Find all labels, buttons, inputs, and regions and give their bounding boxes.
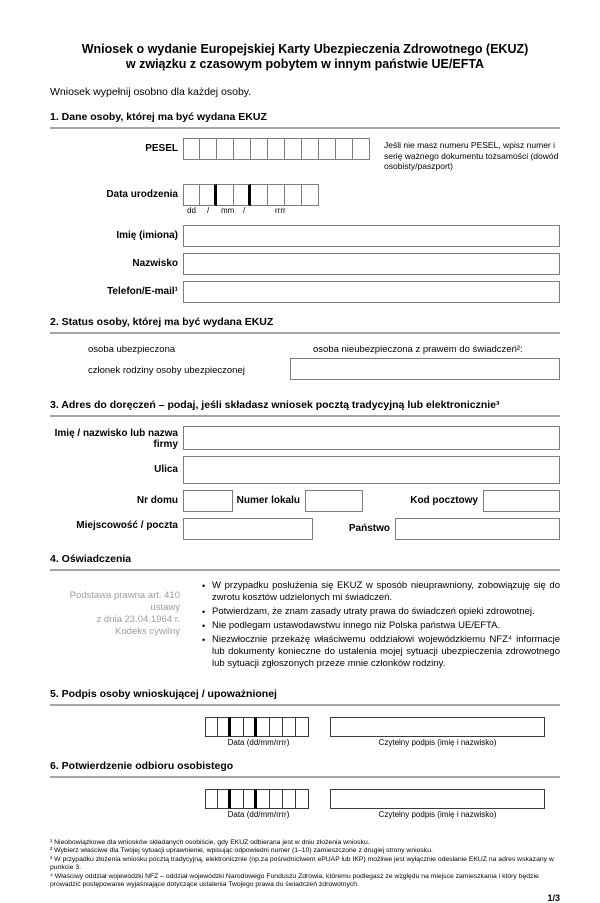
character-cell[interactable] — [270, 717, 283, 737]
house-apartment-postal-row — [50, 490, 560, 512]
city-country-row — [50, 518, 560, 540]
status-options-right — [290, 344, 560, 386]
applicant-date-block — [205, 717, 312, 747]
character-cell[interactable] — [302, 184, 319, 206]
character-cell[interactable] — [217, 184, 234, 206]
section6-rule — [50, 776, 560, 778]
street-field[interactable] — [183, 456, 560, 484]
receipt-signature-block — [330, 789, 545, 819]
receipt-signature-field[interactable] — [330, 789, 545, 809]
character-cell[interactable] — [283, 717, 296, 737]
firstname-field[interactable] — [183, 225, 560, 247]
page-number: 1/3 — [547, 893, 560, 903]
house-no-label: Nr domu — [136, 494, 178, 506]
receipt-date-block — [205, 789, 312, 819]
section5-heading: 5. Podpis osoby wnioskującej / upoważnionej — [50, 687, 277, 700]
statement-item — [202, 606, 560, 618]
section5-rule — [50, 704, 560, 706]
option-insured-label: osoba ubezpieczona — [88, 343, 176, 355]
pesel-label: PESEL — [145, 143, 178, 154]
pesel-input[interactable] — [183, 138, 370, 160]
country-label: Państwo — [348, 522, 390, 534]
character-cell[interactable] — [218, 789, 231, 809]
statement-text: Niezwłocznie przekażę właściwemu oddziałowi wojewódzkiemu NFZ⁴ informacje lub dokumenty konieczne do ustalenia mojej sytuacji ubezpieczenia zdrowotnego lub sytuacji zgłoszonych przeze mnie członków rodziny. — [212, 633, 560, 669]
house-no-field[interactable] — [183, 490, 233, 512]
character-cell[interactable] — [268, 184, 285, 206]
statement-item — [202, 620, 560, 632]
applicant-signature-field[interactable] — [330, 717, 545, 737]
birthdate-group — [183, 184, 319, 217]
form-title — [50, 42, 560, 72]
character-cell[interactable] — [231, 789, 244, 809]
character-cell[interactable] — [257, 789, 270, 809]
character-cell[interactable] — [218, 717, 231, 737]
birthdate-row — [50, 184, 560, 217]
receipt-signature-row — [50, 789, 560, 819]
apartment-label: Numer lokalu — [236, 494, 300, 506]
applicant-signature-row — [50, 717, 560, 747]
character-cell[interactable] — [251, 184, 268, 206]
format-slash1: / — [207, 205, 210, 215]
recipient-label: Imię / nazwisko lub nazwa firmy — [54, 427, 178, 450]
receipt-date-input[interactable] — [205, 789, 312, 809]
birthdate-format — [183, 206, 319, 217]
postal-code-field[interactable] — [483, 490, 560, 512]
section3-heading: 3. Adres do doręczeń – podaj, jeśli składasz wniosek pocztą tradycyjną lub elektronicznie³ — [50, 398, 500, 411]
character-cell[interactable] — [285, 138, 302, 160]
character-cell[interactable] — [283, 789, 296, 809]
statement-text: Potwierdzam, że znam zasady utraty prawa do świadczeń opieki zdrowotnej. — [212, 605, 535, 617]
firstname-label: Imię (imiona) — [116, 229, 178, 241]
section2-heading: 2. Status osoby, której ma być wydana EKUZ — [50, 315, 274, 328]
character-cell[interactable] — [268, 138, 285, 160]
country-field[interactable] — [395, 518, 560, 540]
character-cell[interactable] — [244, 717, 257, 737]
form-title-line2: w związku z czasowym pobytem w innym państwie UE/EFTA — [125, 57, 485, 71]
format-rrrr: rrrr — [275, 205, 286, 215]
character-cell[interactable] — [319, 138, 336, 160]
character-cell[interactable] — [270, 789, 283, 809]
applicant-signature-block — [330, 717, 545, 747]
character-cell[interactable] — [257, 717, 270, 737]
character-cell[interactable] — [244, 789, 257, 809]
character-cell[interactable] — [200, 184, 217, 206]
character-cell[interactable] — [234, 184, 251, 206]
applicant-date-caption: Data (dd/mm/rrrr) — [227, 737, 290, 747]
legal-basis-note — [50, 580, 180, 672]
surname-label: Nazwisko — [132, 257, 178, 269]
city-label: Miejscowość / poczta — [76, 519, 178, 531]
form-intro-note: Wniosek wypełnij osobno dla każdej osoby. — [50, 86, 252, 98]
applicant-signature-caption: Czytelny podpis (imię i nazwisko) — [378, 737, 497, 747]
section6-heading: 6. Potwierdzenie odbioru osobistego — [50, 759, 234, 772]
declarations-block — [50, 580, 560, 672]
character-cell[interactable] — [296, 789, 309, 809]
status-options — [50, 344, 560, 386]
applicant-date-input[interactable] — [205, 717, 312, 737]
section-declarations — [50, 553, 560, 672]
firstname-row — [50, 225, 560, 247]
street-label: Ulica — [154, 463, 178, 475]
character-cell[interactable] — [296, 717, 309, 737]
character-cell[interactable] — [285, 184, 302, 206]
recipient-field[interactable] — [183, 426, 560, 450]
character-cell[interactable] — [183, 184, 200, 206]
surname-field[interactable] — [183, 253, 560, 275]
legal-basis-line1: Podstawa prawna art. 410 ustawy — [69, 589, 180, 613]
statement-text: Nie podlegam ustawodawstwu innego niż Polska państwa UE/EFTA. — [212, 619, 501, 631]
section4-heading: 4. Oświadczenia — [50, 552, 132, 565]
phone-email-label: Telefon/E-mail¹ — [107, 285, 178, 297]
receipt-signature-caption: Czytelny podpis (imię i nazwisko) — [378, 809, 497, 819]
character-cell[interactable] — [183, 138, 200, 160]
city-field[interactable] — [183, 518, 313, 540]
character-cell[interactable] — [205, 717, 218, 737]
section-status — [50, 316, 560, 386]
pesel-hint: Jeśli nie masz numeru PESEL, wpisz numer i serię ważnego dokumentu tożsamości (dowód osobisty/paszport) — [384, 140, 559, 171]
section-personal-data — [50, 111, 560, 303]
bullet-icon: • — [202, 580, 206, 591]
section1-rule — [50, 127, 560, 129]
form-title-line1: Wniosek o wydanie Europejskiej Karty Ubezpieczenia Zdrowotnego (EKUZ) — [81, 42, 529, 56]
section-personal-receipt — [50, 760, 560, 819]
section4-rule — [50, 569, 560, 571]
statement-item — [202, 634, 560, 670]
pesel-row — [50, 138, 560, 172]
format-mm: mm — [221, 205, 235, 215]
birthdate-label: Data urodzenia — [106, 188, 178, 200]
format-dd: dd — [187, 205, 196, 215]
footnote-4: ⁴ Właściwy oddział wojewódzki NFZ – oddział wojewódzki Narodowego Funduszu Zdrowia, któremu podlegasz ze względu na miejsce zamieszkania i który będzie prowadzić postępowanie wyjaśniające dotyczące ustalenia Twojego prawa do świadczeń zdrowotnych. — [50, 872, 539, 889]
character-cell[interactable] — [205, 789, 218, 809]
statement-text: W przypadku posłużenia się EKUZ w sposób nieuprawniony, zobowiązuję się do zwrotu kosztów udzielonych mi świadczeń. — [212, 579, 560, 603]
character-cell[interactable] — [200, 138, 217, 160]
character-cell[interactable] — [251, 138, 268, 160]
character-cell[interactable] — [217, 138, 234, 160]
status-options-left — [50, 344, 290, 386]
option-family-member-label: członek rodziny osoby ubezpieczonej — [88, 364, 245, 376]
character-cell[interactable] — [234, 138, 251, 160]
legal-basis-line3: Kodeks cywilny — [115, 625, 180, 637]
footnote-1: ¹ Nieobowiązkowe dla wniosków składanych osobiście, gdy EKUZ odbierana jest w dniu złożenia wniosku. — [50, 838, 370, 846]
character-cell[interactable] — [302, 138, 319, 160]
footnote-3: ³ W przypadku złożenia wniosku pocztą tradycyjną, elektronicznie (np.za pośrednictwem ePUAP lub IKP) możliwe jest wyłącznie odesłanie EKUZ na adres wskazany w punkcie 3. — [50, 855, 554, 872]
character-cell[interactable] — [231, 717, 244, 737]
bullet-icon: • — [202, 606, 206, 617]
option-uninsured-label: osoba nieubezpieczona z prawem do świadczeń²: — [313, 343, 523, 355]
character-cell[interactable] — [336, 138, 353, 160]
section3-rule — [50, 415, 560, 417]
phone-email-row — [50, 281, 560, 303]
birthdate-input[interactable] — [183, 184, 319, 206]
surname-row — [50, 253, 560, 275]
receipt-date-caption: Data (dd/mm/rrrr) — [227, 809, 290, 819]
legal-basis-line2: z dnia 23.04.1964 r. — [96, 613, 180, 625]
bullet-icon: • — [202, 634, 206, 645]
phone-email-field[interactable] — [183, 281, 560, 303]
section2-rule — [50, 332, 560, 334]
bullet-icon: • — [202, 620, 206, 631]
character-cell[interactable] — [353, 138, 370, 160]
uninsured-entitlement-field[interactable] — [290, 358, 560, 380]
section-delivery-address — [50, 399, 560, 540]
statement-item — [202, 580, 560, 604]
postal-code-label: Kod pocztowy — [410, 494, 478, 506]
format-slash2: / — [243, 205, 246, 215]
street-row — [50, 456, 560, 484]
footnote-2: ² Wybierz właściwe dla Twojej sytuacji uprawnienie, wpisując odpowiedni numer (1–10) zamieszczone z drugiej strony wniosku. — [50, 847, 433, 855]
recipient-row — [50, 426, 560, 450]
footnotes — [50, 839, 560, 891]
section-applicant-signature — [50, 688, 560, 747]
section1-heading: 1. Dane osoby, której ma być wydana EKUZ — [50, 111, 267, 123]
apartment-field[interactable] — [305, 490, 363, 512]
statements-list — [180, 580, 560, 672]
